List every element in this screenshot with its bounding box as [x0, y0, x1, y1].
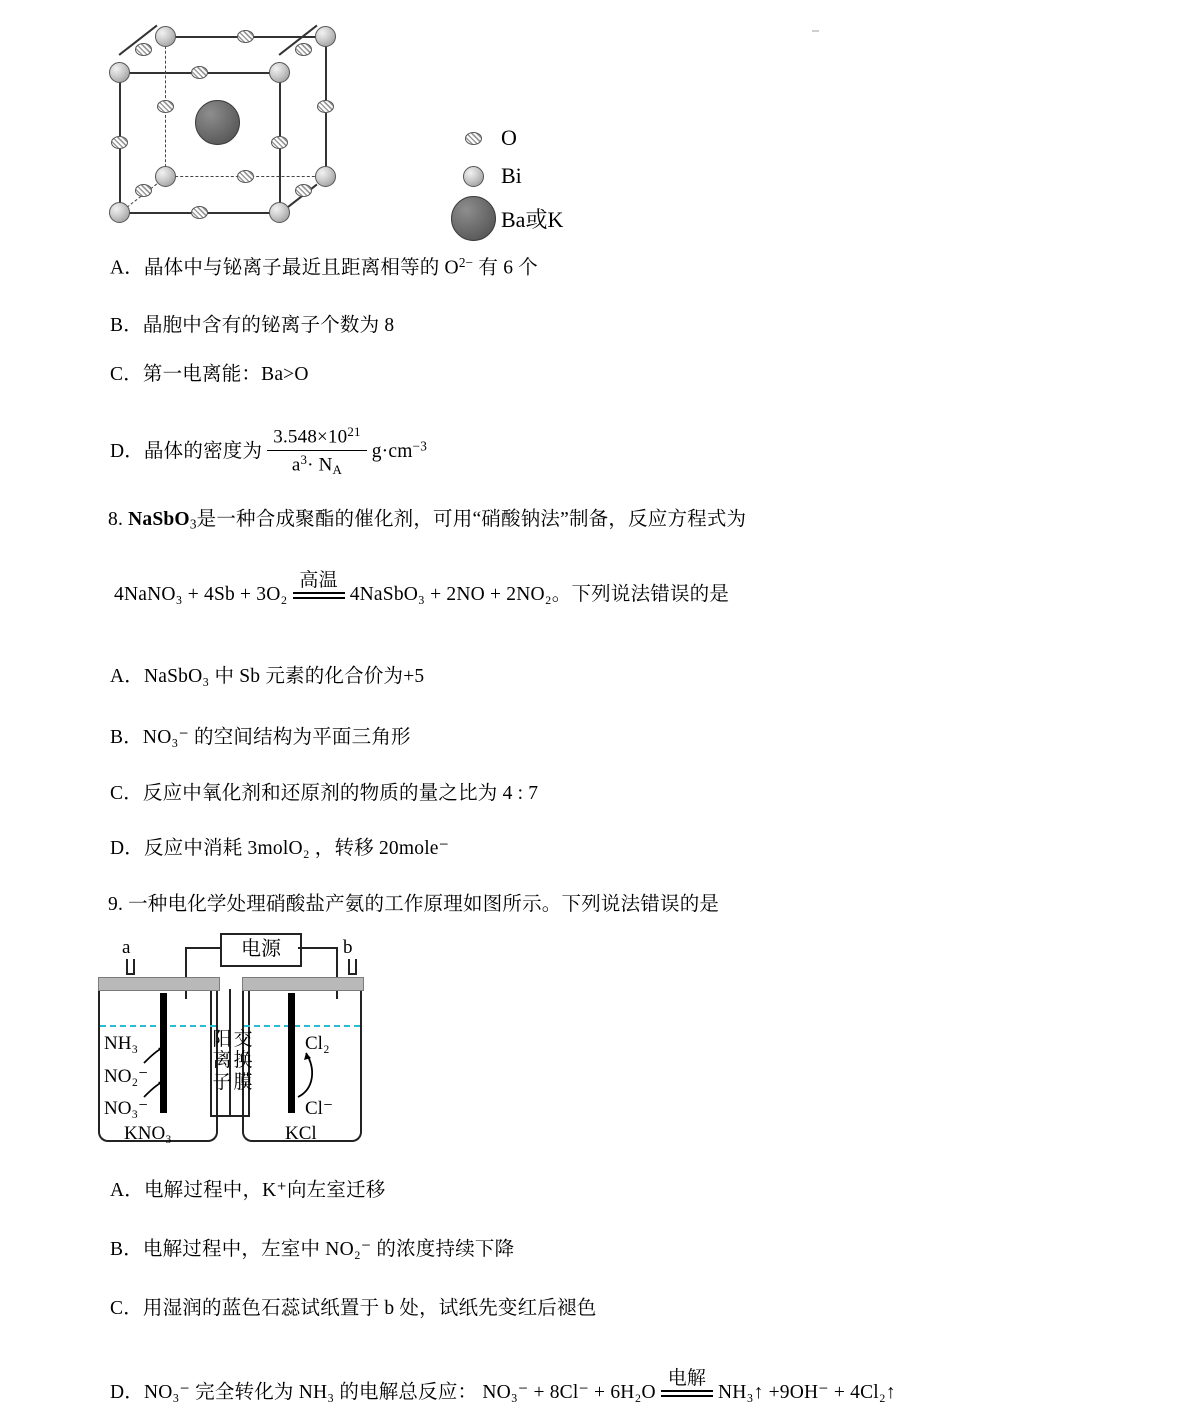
oxygen-atom — [135, 43, 152, 56]
legend-row-o — [445, 119, 563, 157]
double-bar-arrow-icon-2 — [661, 1389, 713, 1398]
denominator-rest: · N — [307, 454, 333, 476]
option-9-d — [110, 1368, 896, 1407]
legend-label-ba-or-k: Ba或K — [501, 206, 564, 232]
option-8-d: D．反应中消耗 3molO₂ ，转移 20mole⁻ — [110, 838, 450, 859]
option-8-b: B．NO₃⁻ 的空间结构为平面三角形 — [110, 727, 411, 748]
oxygen-atom — [237, 30, 254, 43]
oxygen-atom — [237, 170, 254, 183]
bi-atom — [315, 166, 336, 187]
right-arrow-up-icon — [294, 1047, 322, 1101]
terminal-label-b: b — [343, 937, 353, 958]
question-8-formula — [128, 509, 197, 530]
denominator-a: a — [291, 454, 301, 476]
option-8-c: C．反应中氧化剂和还原剂的物质的量之比为 4 : 7 — [110, 783, 539, 804]
legend-row-ba — [445, 195, 563, 241]
equation-left: 4NaNO₃ + 4Sb + 3O₂ — [114, 584, 288, 605]
species-no3: NO₃⁻ — [104, 1098, 149, 1119]
terminal-mark — [348, 959, 350, 973]
left-cell-cap — [98, 977, 220, 991]
species-nh3: NH₃ — [104, 1033, 139, 1054]
left-liquid-level — [100, 1025, 216, 1027]
oxygen-atom — [135, 184, 152, 197]
denominator-a-exponent: 3 — [300, 452, 308, 468]
oxygen-atom — [191, 206, 208, 219]
option-8-a: A．NaSbO₃ 中 Sb 元素的化合价为+5 — [110, 666, 425, 687]
question-9-text: 一种电化学处理硝酸盐产氨的工作原理如图所示。下列说法错误的是 — [128, 894, 720, 915]
legend-row-bi — [445, 157, 563, 195]
oxygen-atom — [295, 184, 312, 197]
legend-label-o: O — [501, 125, 517, 150]
bi-atom — [109, 202, 130, 223]
double-bar-arrow-icon — [293, 591, 345, 600]
power-supply-label: 电源 — [220, 933, 302, 967]
reaction-arrow-high-temp — [293, 570, 345, 600]
question-8-formula-base: NaSbO — [128, 509, 190, 530]
unit-cell-cube — [105, 28, 335, 228]
legend-label-bi: Bi — [501, 163, 522, 188]
small-sphere-icon — [445, 166, 501, 187]
membrane-label-left-text: 阳离子 — [212, 1029, 232, 1093]
membrane-label-right — [233, 1029, 253, 1093]
oxygen-atom — [295, 43, 312, 56]
left-arrow-up-icon — [142, 1043, 168, 1065]
bi-atom — [109, 62, 130, 83]
question-8-equation — [114, 570, 730, 609]
option-7-b: B．晶胞中含有的铋离子个数为 8 — [110, 315, 395, 336]
question-8-stem — [108, 505, 746, 535]
perovskite-unit-cell-figure — [95, 14, 655, 239]
circuit-wire — [185, 947, 222, 949]
terminal-label-a: a — [122, 937, 131, 958]
option-7-d-unit — [371, 438, 428, 462]
option-7-a-charge: 2− — [458, 255, 474, 270]
oxygen-atom — [111, 136, 128, 149]
option-9-d-prefix: D．NO₃⁻ 完全转化为 NH₃ 的电解总反应： — [110, 1382, 478, 1403]
ba-or-k-atom — [195, 100, 240, 145]
option-9-d-eq-left: NO₃⁻ + 8Cl⁻ + 6H₂O — [482, 1382, 656, 1403]
denominator-subscript: A — [332, 462, 343, 478]
option-9-a: A．电解过程中，K⁺向左室迁移 — [110, 1180, 386, 1201]
bi-atom — [155, 26, 176, 47]
left-arrow-up-icon-2 — [142, 1077, 168, 1099]
fraction-denominator — [267, 451, 366, 480]
right-liquid-level — [244, 1025, 360, 1027]
species-cl-minus: Cl⁻ — [305, 1098, 333, 1119]
question-9-stem — [108, 890, 719, 919]
unit-base: g·cm — [371, 440, 413, 462]
option-9-b: B．电解过程中，左室中 NO₂⁻ 的浓度持续下降 — [110, 1239, 515, 1260]
option-9-d-eq-right: NH₃↑ +9OH⁻ + 4Cl₂↑ — [718, 1382, 896, 1403]
bi-atom — [155, 166, 176, 187]
option-9-c: C．用湿润的蓝色石蕊试纸置于 b 处，试纸先变红后褪色 — [110, 1298, 597, 1319]
right-cell-cap — [242, 977, 364, 991]
question-8-text: 是一种合成聚酯的催化剂，可用“硝酸钠法”制备，反应方程式为 — [196, 509, 747, 530]
option-7-d-prefix: D．晶体的密度为 — [110, 440, 263, 462]
bi-atom — [269, 62, 290, 83]
terminal-mark — [126, 959, 128, 973]
hatched-ellipse-icon — [445, 132, 501, 145]
option-7-a-prefix: A．晶体中与铋离子最近且距离相等的 O — [110, 257, 459, 279]
oxygen-atom — [271, 136, 288, 149]
reaction-condition-label: 高温 — [299, 570, 338, 592]
question-9-number: 9. — [108, 894, 124, 915]
bi-atom — [315, 26, 336, 47]
reaction-arrow-electrolysis — [661, 1368, 713, 1398]
question-8-number: 8. — [108, 509, 124, 530]
electrolysis-cell-figure — [90, 925, 610, 1160]
numerator-base: 3.548×10 — [273, 426, 348, 448]
figure-legend — [445, 119, 563, 241]
oxygen-atom — [191, 66, 208, 79]
equation-right: 4NaSbO₃ + 2NO + 2NO₂ — [349, 584, 552, 605]
unit-exponent: −3 — [412, 438, 428, 454]
large-sphere-icon — [445, 196, 501, 241]
density-fraction — [267, 423, 366, 480]
option-7-c: C．第一电离能：Ba>O — [110, 364, 309, 385]
terminal-mark — [126, 973, 135, 975]
left-solution-label: KNO₃ — [124, 1123, 172, 1144]
membrane-label-right-text: 交换膜 — [233, 1029, 253, 1093]
terminal-mark — [355, 959, 357, 973]
right-solution-label: KCl — [285, 1123, 317, 1144]
membrane-label-left — [212, 1029, 232, 1093]
oxygen-atom — [157, 100, 174, 113]
species-no2: NO₂⁻ — [104, 1066, 149, 1087]
numerator-exponent: 21 — [347, 424, 361, 439]
option-7-d — [110, 424, 427, 481]
question-8-formula-sub: 3 — [189, 516, 197, 532]
species-cl2: Cl₂ — [305, 1033, 330, 1054]
page-mark — [812, 30, 819, 32]
option-7-a-suffix: 有 6 个 — [473, 257, 538, 279]
bi-atom — [269, 202, 290, 223]
terminal-mark — [133, 959, 135, 973]
oxygen-atom — [317, 100, 334, 113]
option-7-a — [110, 253, 538, 283]
fraction-numerator — [267, 423, 366, 451]
reaction-condition-electrolysis: 电解 — [667, 1368, 707, 1390]
equation-tail: 。下列说法错误的是 — [551, 584, 730, 605]
terminal-mark — [348, 973, 357, 975]
circuit-wire — [298, 947, 338, 949]
